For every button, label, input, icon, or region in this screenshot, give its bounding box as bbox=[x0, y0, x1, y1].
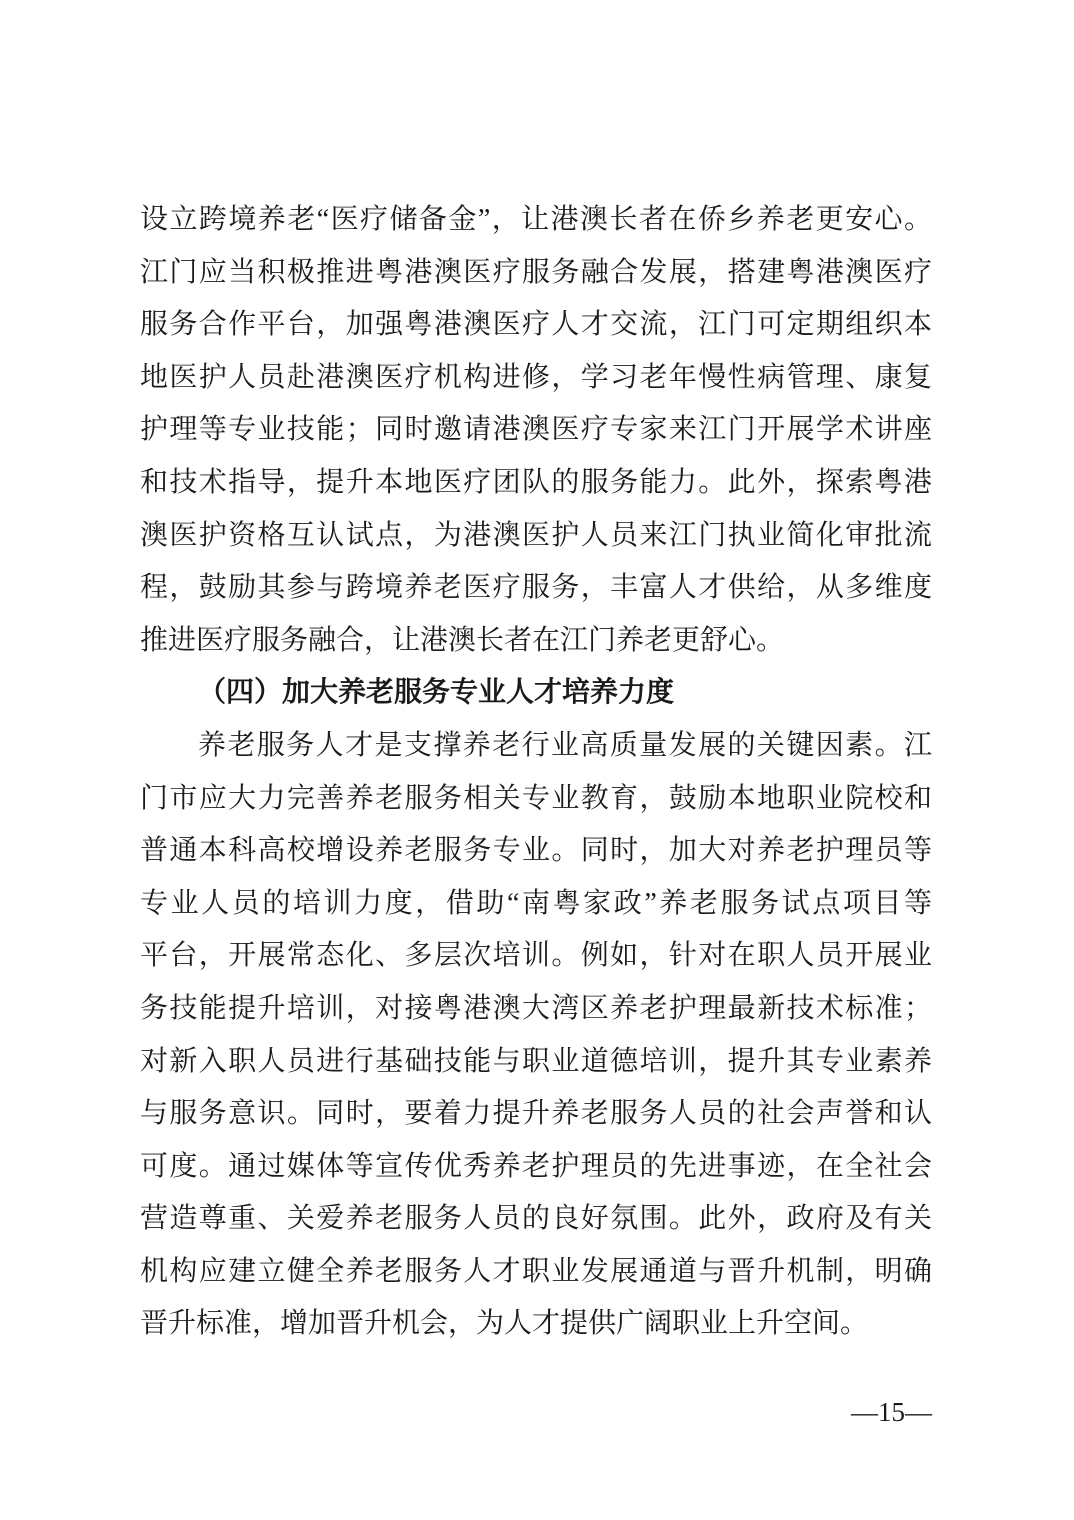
text-line: 地医护人员赴港澳医疗机构进修，学习老年慢性病管理、康复 bbox=[140, 361, 932, 393]
page-number: —15— bbox=[851, 1397, 932, 1427]
text-line: 推进医疗服务融合，让港澳长者在江门养老更舒心。 bbox=[140, 624, 785, 656]
text-line: 平台，开展常态化、多层次培训。例如，针对在职人员开展业 bbox=[140, 940, 932, 972]
text-line: 可度。通过媒体等宣传优秀养老护理员的先进事迹，在全社会 bbox=[140, 1150, 932, 1182]
section-heading: （四）加大养老服务专业人才培养力度 bbox=[198, 677, 675, 709]
document-body bbox=[140, 194, 932, 1351]
text-line: 晋升标准，增加晋升机会，为人才提供广阔职业上升空间。 bbox=[140, 1308, 869, 1340]
text-line: 程，鼓励其参与跨境养老医疗服务，丰富人才供给，从多维度 bbox=[140, 572, 932, 604]
text-line: 服务合作平台，加强粤港澳医疗人才交流，江门可定期组织本 bbox=[140, 309, 932, 341]
text-line: 机构应建立健全养老服务人才职业发展通道与晋升机制，明确 bbox=[140, 1255, 932, 1287]
text-line: 设立跨境养老“医疗储备金”，让港澳长者在侨乡养老更安心。 bbox=[140, 204, 932, 235]
text-line: 门市应大力完善养老服务相关专业教育，鼓励本地职业院校和 bbox=[140, 782, 932, 814]
text-line: 专业人员的培训力度，借助“南粤家政”养老服务试点项目等 bbox=[140, 887, 932, 919]
text-line: 营造尊重、关爱养老服务人员的良好氛围。此外，政府及有关 bbox=[140, 1203, 932, 1235]
text-line: 与服务意识。同时，要着力提升养老服务人员的社会声誉和认 bbox=[140, 1098, 932, 1130]
text-line: 养老服务人才是支撑养老行业高质量发展的关键因素。江 bbox=[198, 729, 932, 761]
text-line: 护理等专业技能；同时邀请港澳医疗专家来江门开展学术讲座 bbox=[140, 414, 932, 446]
text-line: 江门应当积极推进粤港澳医疗服务融合发展，搭建粤港澳医疗 bbox=[140, 256, 932, 288]
text-line: 务技能提升培训，对接粤港澳大湾区养老护理最新技术标准； bbox=[140, 992, 932, 1024]
text-line: 和技术指导，提升本地医疗团队的服务能力。此外，探索粤港 bbox=[140, 466, 932, 498]
text-line: 对新入职人员进行基础技能与职业道德培训，提升其专业素养 bbox=[140, 1045, 932, 1077]
text-line: 普通本科高校增设养老服务专业。同时，加大对养老护理员等 bbox=[140, 835, 932, 867]
text-line: 澳医护资格互认试点，为港澳医护人员来江门执业简化审批流 bbox=[140, 519, 932, 551]
